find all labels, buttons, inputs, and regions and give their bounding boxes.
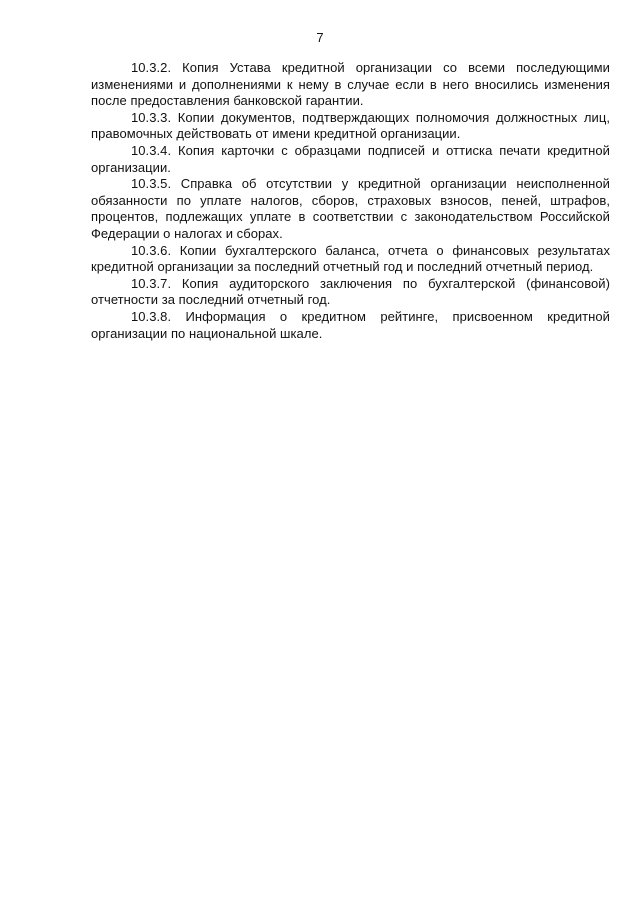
paragraph-10-3-6: 10.3.6. Копии бухгалтерского баланса, отчета о финансовых результатах кредитной организации за последний отчетный год и последний отчетный период.: [91, 242, 610, 275]
document-body: [91, 60, 610, 342]
paragraph-10-3-7: 10.3.7. Копия аудиторского заключения по бухгалтерской (финансовой) отчетности за последний отчетный год.: [91, 275, 610, 308]
paragraph-10-3-2: 10.3.2. Копия Устава кредитной организации со всеми последующими изменениями и дополнениями к нему в случае если в него вносились изменения после предоставления банковской гарантии.: [91, 60, 610, 109]
page-number: 7: [316, 30, 324, 45]
paragraph-10-3-3: 10.3.3. Копии документов, подтверждающих полномочия должностных лиц, правомочных действовать от имени кредитной организации.: [91, 109, 610, 142]
paragraph-10-3-4: 10.3.4. Копия карточки с образцами подписей и оттиска печати кредитной организации.: [91, 142, 610, 175]
paragraph-10-3-5: 10.3.5. Справка об отсутствии у кредитной организации неисполненной обязанности по уплате налогов, сборов, страховых взносов, пеней, штрафов, процентов, подлежащих уплате в соответствии с законодательством Российской Федерации о налогах и сборах.: [91, 176, 610, 241]
paragraph-10-3-8: 10.3.8. Информация о кредитном рейтинге, присвоенном кредитной организации по национальной шкале.: [91, 308, 610, 341]
